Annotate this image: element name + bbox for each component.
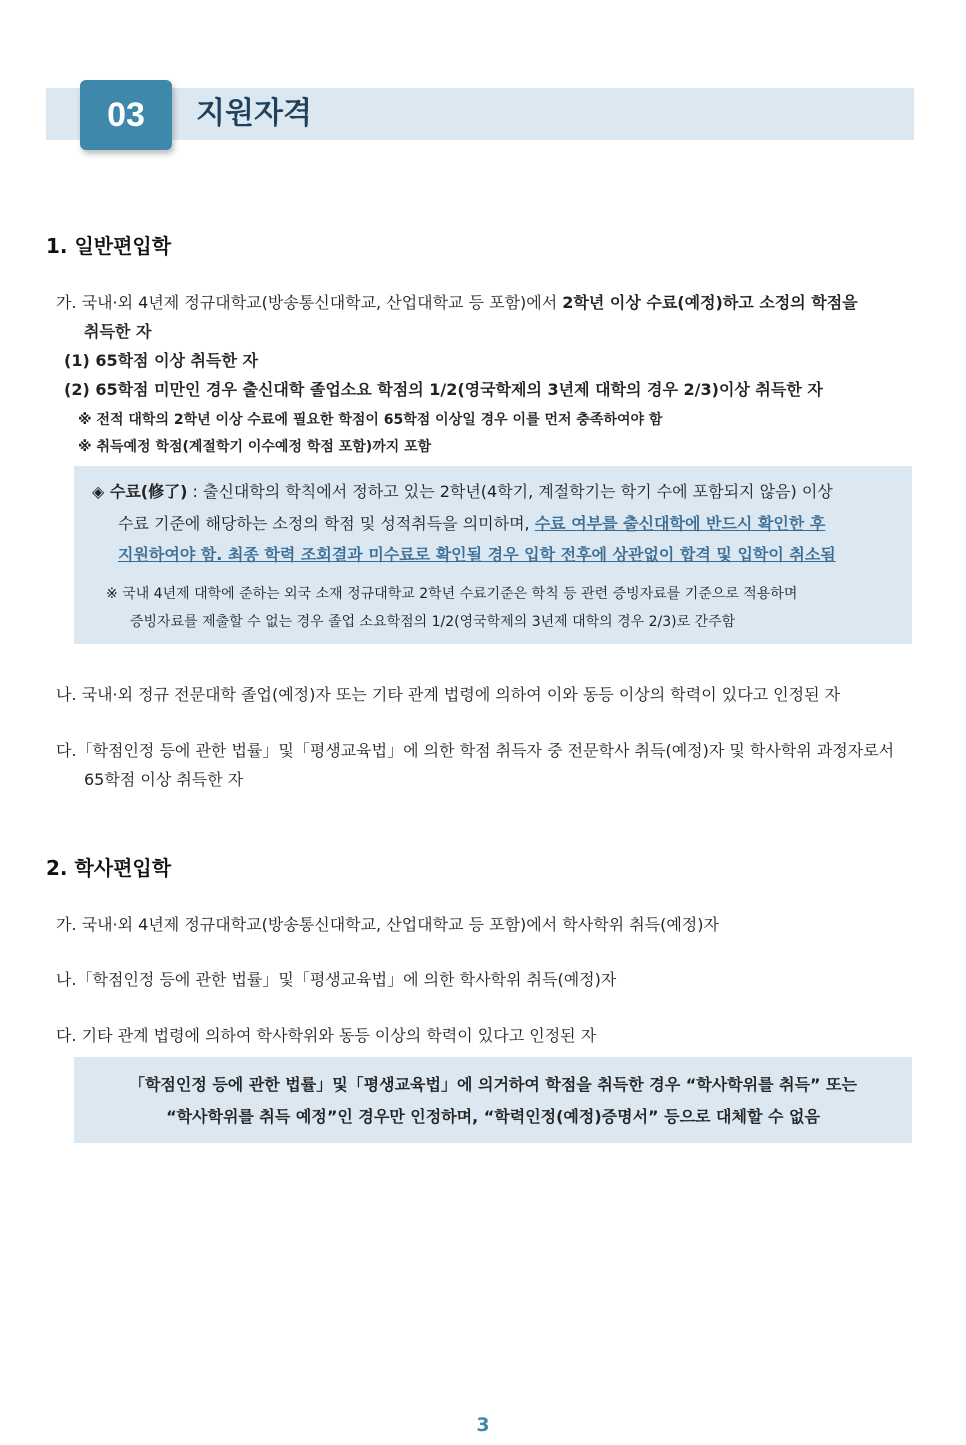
requirement-ga-emphasis: 2학년 이상 수료(예정)하고 소정의 학점을 bbox=[562, 293, 858, 312]
completion-warning-part-1: 수료 여부를 출신대학에 반드시 확인한 후 bbox=[534, 514, 826, 533]
completion-warning-part-2: 지원하여야 함. 최종 학력 조회결과 미수료로 확인될 경우 입학 전후에 상관없이 합격 및 입학이 취소됨 bbox=[118, 545, 836, 564]
bachelor-requirement-da: 다. 기타 관계 법령에 의하여 학사학위와 동등 이상의 학력이 있다고 인정된 자 bbox=[56, 1026, 597, 1045]
completion-definition-text: : 출신대학의 학칙에서 정하고 있는 2학년(4학기, 계절학기는 학기 수에 포함되지 않음) 이상 bbox=[187, 482, 833, 501]
note-1: ※ 전적 대학의 2학년 이상 수료에 필요한 학점이 65학점 이상일 경우 이를 먼저 충족하여야 함 bbox=[78, 412, 663, 428]
requirement-na: 나. 국내·외 정규 전문대학 졸업(예정)자 또는 기타 관계 법령에 의하여 이와 동등 이상의 학력이 있다고 인정된 자 bbox=[56, 685, 841, 704]
completion-criteria-text: 수료 기준에 해당하는 소정의 학점 및 성적취득을 의미하며, bbox=[118, 514, 535, 533]
completion-term: ◈ 수료(修了) bbox=[92, 482, 188, 501]
requirement-item-1: (1) 65학점 이상 취득한 자 bbox=[64, 351, 258, 370]
bachelor-notice-line-2: “학사학위를 취득 예정”인 경우만 인정하며, “학력인정(예정)증명서” 등으로 대체할 수 없음 bbox=[166, 1107, 820, 1126]
note-2: ※ 취득예정 학점(계절학기 이수예정 학점 포함)까지 포함 bbox=[78, 439, 432, 455]
bachelor-requirement-na: 나.「학점인정 등에 관한 법률」및「평생교육법」에 의한 학사학위 취득(예정)자 bbox=[56, 970, 617, 989]
header-band bbox=[46, 88, 914, 140]
page-title: 지원자격 bbox=[196, 96, 312, 131]
requirement-da-continued: 65학점 이상 취득한 자 bbox=[84, 770, 244, 789]
requirement-item-2: (2) 65학점 미만인 경우 출신대학 졸업소요 학점의 1/2(영국학제의 3년제 대학의 경우 2/3)이상 취득한 자 bbox=[64, 380, 823, 399]
box-note-a: ※ 국내 4년제 대학에 준하는 외국 소재 정규대학교 2학년 수료기준은 학칙 등 관련 증빙자료를 기준으로 적용하며 bbox=[106, 586, 798, 602]
box-line-3 bbox=[118, 541, 908, 569]
bachelor-requirement-ga: 가. 국내·외 4년제 정규대학교(방송통신대학교, 산업대학교 등 포함)에서 학사학위 취득(예정)자 bbox=[56, 915, 719, 934]
requirement-da: 다.「학점인정 등에 관한 법률」및「평생교육법」에 의한 학점 취득자 중 전문학사 취득(예정)자 및 학사학위 과정자로서 bbox=[56, 741, 895, 760]
section-heading-general-transfer: 1. 일반편입학 bbox=[46, 234, 172, 258]
bachelor-notice-box bbox=[74, 1057, 912, 1143]
bachelor-notice-line-1: 「학점인정 등에 관한 법률」및「평생교육법」에 의거하여 학점을 취득한 경우 “학사학위를 취득” 또는 bbox=[128, 1075, 858, 1094]
page-number: 3 bbox=[476, 1414, 490, 1436]
requirement-ga-text: 가. 국내·외 4년제 정규대학교(방송통신대학교, 산업대학교 등 포함)에서 bbox=[56, 293, 563, 312]
box-line-2 bbox=[118, 510, 908, 538]
box-note-b: 증빙자료를 제출할 수 없는 경우 졸업 소요학점의 1/2(영국학제의 3년제 대학의 경우 2/3)로 간주함 bbox=[130, 614, 736, 630]
box-line-1 bbox=[92, 478, 907, 506]
section-number-badge: 03 bbox=[80, 80, 172, 150]
requirement-ga bbox=[56, 289, 918, 317]
completion-definition-box bbox=[74, 466, 912, 644]
section-heading-bachelor-transfer: 2. 학사편입학 bbox=[46, 856, 172, 880]
requirement-ga-continued: 취득한 자 bbox=[84, 322, 152, 341]
